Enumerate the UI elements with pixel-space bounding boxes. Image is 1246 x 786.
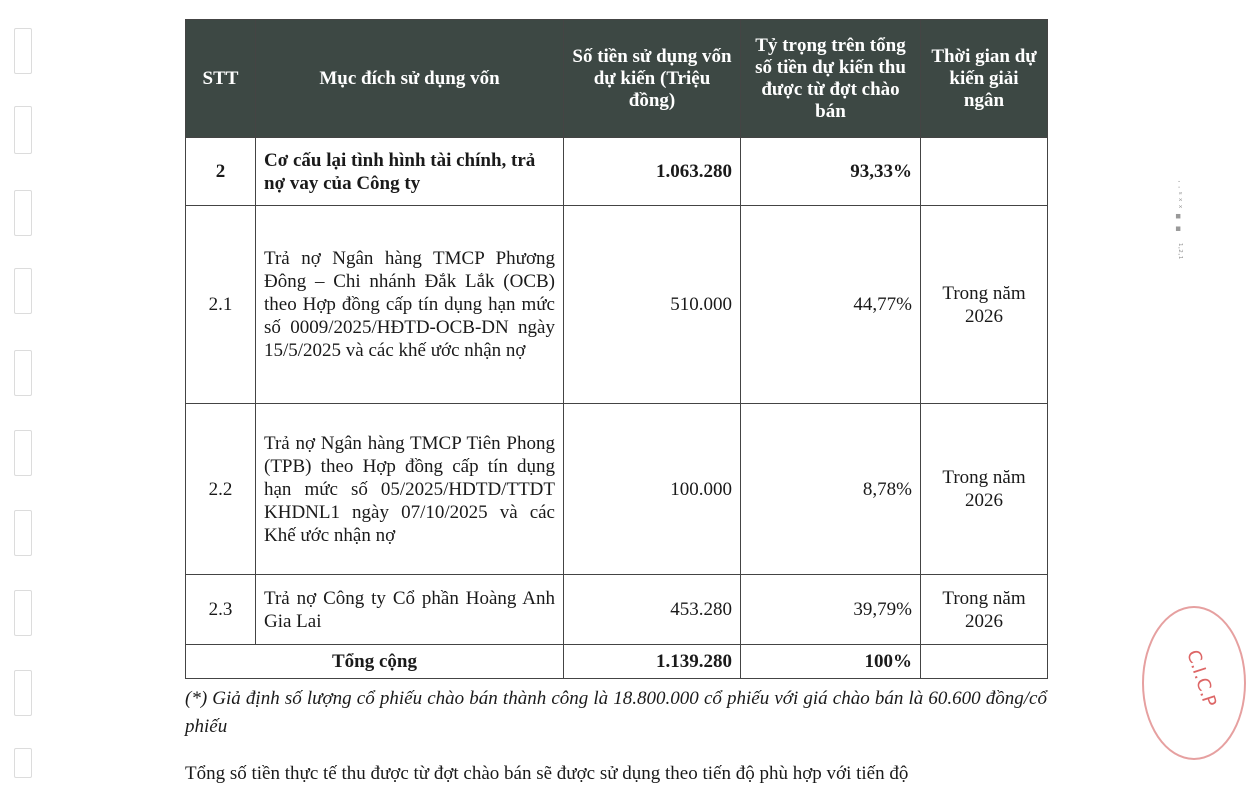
scan-mark bbox=[14, 268, 32, 314]
row-time: Trong năm 2026 bbox=[921, 404, 1048, 575]
header-stt: STT bbox=[186, 20, 256, 138]
row-time: Trong năm 2026 bbox=[921, 206, 1048, 404]
company-seal-stamp bbox=[1142, 606, 1246, 760]
row-amount: 453.280 bbox=[564, 575, 741, 645]
row-ratio: 8,78% bbox=[741, 404, 921, 575]
header-time: Thời gian dự kiến giải ngân bbox=[921, 20, 1048, 138]
row-ratio: 44,77% bbox=[741, 206, 921, 404]
total-amount: 1.139.280 bbox=[564, 645, 741, 679]
table-header-row bbox=[186, 20, 1048, 138]
scan-mark bbox=[14, 748, 32, 778]
row-time: Trong năm 2026 bbox=[921, 575, 1048, 645]
table-row bbox=[186, 404, 1048, 575]
row-ratio: 39,79% bbox=[741, 575, 921, 645]
cut-off-paragraph: Tổng số tiền thực tế thu được từ đợt chào bán sẽ được sử dụng theo tiến độ phù hợp với tiến độ bbox=[185, 763, 909, 784]
header-ratio: Tỷ trọng trên tổng số tiền dự kiến thu được từ đợt chào bán bbox=[741, 20, 921, 138]
scan-mark bbox=[14, 350, 32, 396]
row-purpose: Trả nợ Ngân hàng TMCP Phương Đông – Chi nhánh Đắk Lắk (OCB) theo Hợp đồng cấp tín dụng hạn mức số 0009/2025/HĐTD-OCB-DN ngày 15/5/2025 và các khế ước nhận nợ bbox=[256, 206, 564, 404]
capital-use-table bbox=[185, 19, 1048, 679]
row-stt: 2.2 bbox=[186, 404, 256, 575]
table-total-row bbox=[186, 645, 1048, 679]
scan-mark bbox=[14, 670, 32, 716]
row-stt: 2 bbox=[186, 138, 256, 206]
scan-mark bbox=[14, 510, 32, 556]
header-amount: Số tiền sử dụng vốn dự kiến (Triệu đồng) bbox=[564, 20, 741, 138]
table-row bbox=[186, 575, 1048, 645]
row-purpose: Trả nợ Ngân hàng TMCP Tiên Phong (TPB) theo Hợp đồng cấp tín dụng hạn mức số 05/2025/HDTD/TTDT KHDNL1 ngày 07/10/2025 và các Khế ước nhận nợ bbox=[256, 404, 564, 575]
scan-mark bbox=[14, 190, 32, 236]
row-ratio: 93,33% bbox=[741, 138, 921, 206]
row-stt: 2.1 bbox=[186, 206, 256, 404]
row-purpose: Trả nợ Công ty Cổ phần Hoàng Anh Gia Lai bbox=[256, 575, 564, 645]
table-row bbox=[186, 206, 1048, 404]
header-purpose: Mục đích sử dụng vốn bbox=[256, 20, 564, 138]
scan-mark bbox=[14, 590, 32, 636]
row-amount: 100.000 bbox=[564, 404, 741, 575]
seal-text: C.I.C.P bbox=[1182, 647, 1221, 710]
scan-mark bbox=[14, 430, 32, 476]
row-amount: 1.063.280 bbox=[564, 138, 741, 206]
table-row bbox=[186, 138, 1048, 206]
row-time bbox=[921, 138, 1048, 206]
total-time bbox=[921, 645, 1048, 679]
right-margin-scan-marks: · · ˢ ˣ ˣ ▪ ▪ ¹·²·¹ bbox=[1173, 180, 1183, 260]
scan-mark bbox=[14, 28, 32, 74]
scan-mark bbox=[14, 106, 32, 154]
row-stt: 2.3 bbox=[186, 575, 256, 645]
total-ratio: 100% bbox=[741, 645, 921, 679]
total-label: Tổng cộng bbox=[186, 645, 564, 679]
footnote: (*) Giả định số lượng cổ phiếu chào bán thành công là 18.800.000 cổ phiếu với giá chào bán là 60.600 đồng/cổ phiếu bbox=[185, 688, 1047, 737]
row-purpose: Cơ cấu lại tình hình tài chính, trả nợ vay của Công ty bbox=[256, 138, 564, 206]
row-amount: 510.000 bbox=[564, 206, 741, 404]
